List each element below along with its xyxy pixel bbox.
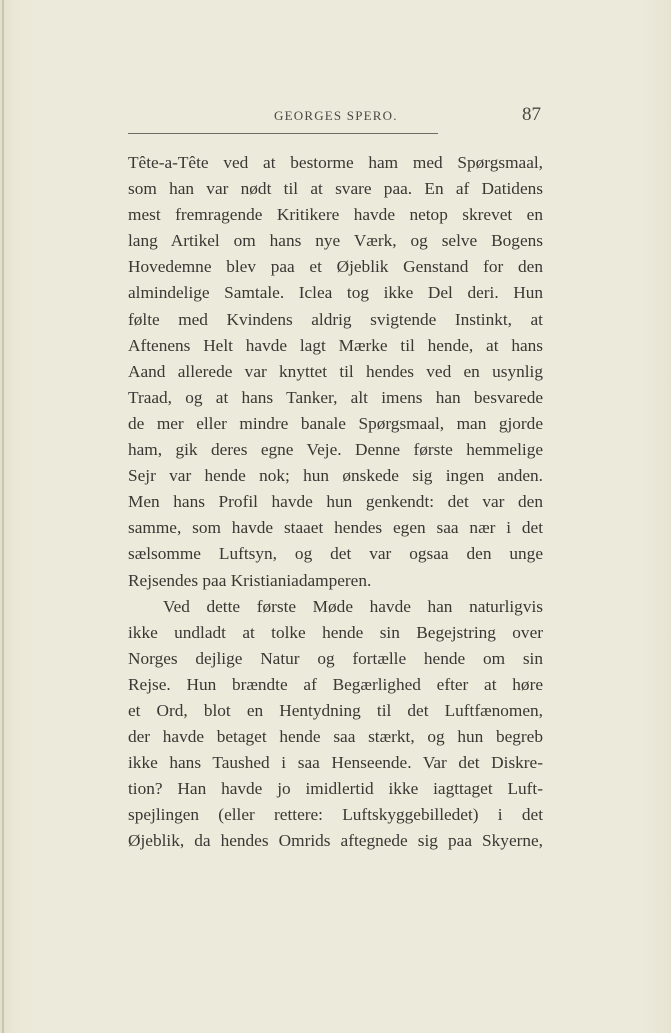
- text-line: tion? Han havde jo imidlertid ikke iagttaget Luft-: [128, 779, 543, 799]
- page-number: 87: [522, 104, 541, 125]
- text-line: Aftenens Helt havde lagt Mærke til hende, at hans: [128, 335, 543, 355]
- body-text: [128, 150, 543, 855]
- text-line: ham, gik deres egne Veje. Denne første hemmelige: [128, 440, 543, 460]
- text-line: sælsomme Luftsyn, og det var ogsaa den unge: [128, 544, 543, 564]
- page-edge: [2, 0, 4, 1033]
- text-line: Hovedemne blev paa et Øjeblik Genstand for den: [128, 257, 543, 277]
- text-line: der havde betaget hende saa stærkt, og hun begreb: [128, 727, 543, 747]
- text-line: et Ord, blot en Hentydning til det Luftfænomen,: [128, 700, 543, 720]
- text-line: Rejsendes paa Kristianiadamperen.: [128, 570, 372, 590]
- page-header: [128, 104, 543, 134]
- text-line: lang Artikel om hans nye Værk, og selve Bogens: [128, 231, 543, 251]
- text-line: ikke hans Taushed i saa Henseende. Var det Diskre-: [128, 753, 543, 773]
- text-line: ikke undladt at tolke hende sin Begejstring over: [128, 622, 543, 642]
- paragraph: [128, 150, 543, 594]
- paragraph: [128, 594, 543, 855]
- text-line: følte med Kvindens aldrig svigtende Instinkt, at: [128, 309, 543, 329]
- text-line: de mer eller mindre banale Spørgsmaal, man gjorde: [128, 413, 543, 433]
- text-line: Aand allerede var knyttet til hendes ved en usynlig: [128, 361, 543, 381]
- text-line: Traad, og at hans Tanker, alt imens han besvarede: [128, 387, 543, 407]
- running-title: GEORGES SPERO.: [274, 108, 398, 123]
- header-rule: [128, 133, 438, 134]
- text-line: Rejse. Hun brændte af Begærlighed efter at høre: [128, 674, 543, 694]
- text-line: samme, som havde staaet hendes egen saa nær i det: [128, 518, 543, 538]
- text-line: Ved dette første Møde havde han naturligvis: [163, 596, 543, 616]
- text-line: Tête-a-Tête ved at bestorme ham med Spørgsmaal,: [128, 153, 543, 172]
- text-line: Norges dejlige Natur og fortælle hende om sin: [128, 648, 543, 668]
- text-line: spejlingen (eller rettere: Luftskyggebilledet) i det: [128, 805, 543, 825]
- text-line: som han var nødt til at svare paa. En af Datidens: [128, 179, 543, 199]
- text-line: mest fremragende Kritikere havde netop skrevet en: [128, 205, 543, 225]
- text-line: Øjeblik, da hendes Omrids aftegnede sig paa Skyerne,: [128, 831, 543, 851]
- text-line: Sejr var hende nok; hun ønskede sig ingen anden.: [128, 466, 543, 486]
- text-line: almindelige Samtale. Iclea tog ikke Del deri. Hun: [128, 283, 543, 303]
- text-line: Men hans Profil havde hun genkendt: det var den: [128, 492, 543, 512]
